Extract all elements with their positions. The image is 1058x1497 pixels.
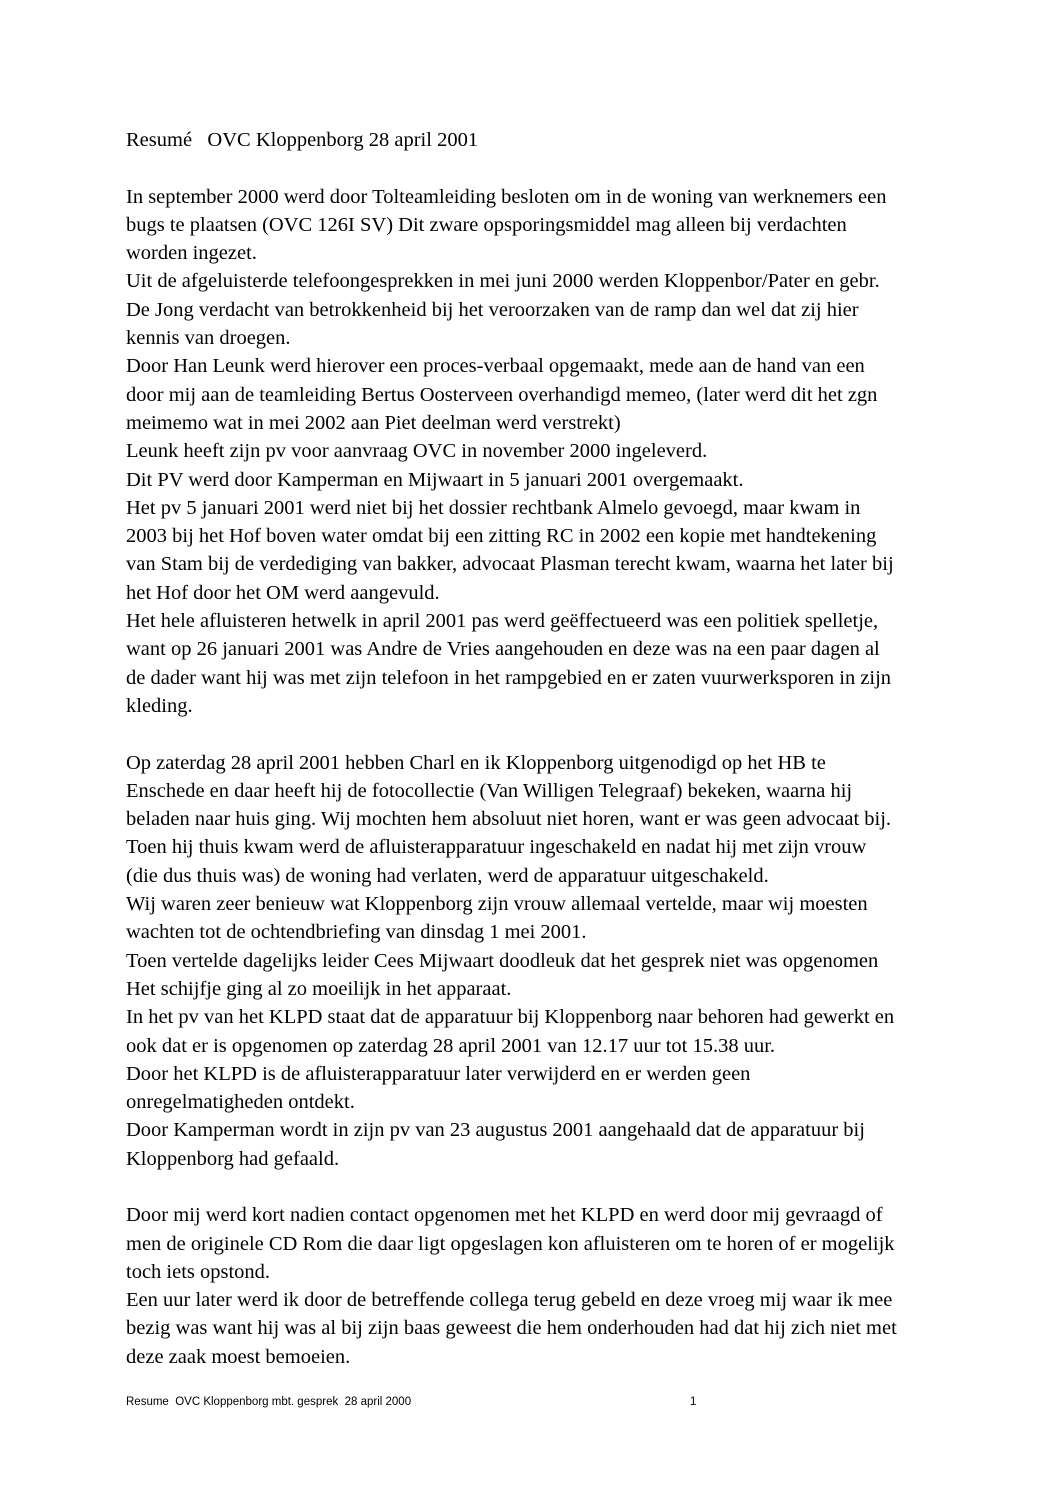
text-line: meimemo wat in mei 2002 aan Piet deelman werd verstrekt) bbox=[126, 411, 621, 434]
document-body bbox=[126, 126, 946, 1371]
page-footer: Resume OVC Kloppenborg mbt. gesprek 28 april 2000 bbox=[126, 1396, 412, 1408]
text-line: Kloppenborg had gefaald. bbox=[126, 1147, 340, 1170]
text-line: Enschede en daar heeft hij de fotocollectie (Van Willigen Telegraaf) bekeken, waarna hij bbox=[126, 779, 853, 802]
text-line: door mij aan de teamleiding Bertus Oosterveen overhandigd memeo, (later werd dit het zgn bbox=[126, 383, 878, 406]
text-line: Uit de afgeluisterde telefoongesprekken in mei juni 2000 werden Kloppenbor/Pater en gebr. bbox=[126, 270, 880, 293]
text-line: bugs te plaatsen (OVC 126I SV) Dit zware opsporingsmiddel mag alleen bij verdachten bbox=[126, 213, 847, 236]
text-line: worden ingezet. bbox=[126, 242, 257, 265]
text-line: bezig was want hij was al bij zijn baas geweest die hem onderhouden had dat hij zich niet met bbox=[126, 1317, 897, 1340]
text-line: van Stam bij de verdediging van bakker, advocaat Plasman terecht kwam, waarna het later bij bbox=[126, 553, 894, 576]
text-line: Op zaterdag 28 april 2001 hebben Charl en ik Kloppenborg uitgenodigd op het HB te bbox=[126, 751, 826, 774]
text-line: (die dus thuis was) de woning had verlaten, werd de apparatuur uitgeschakeld. bbox=[126, 864, 769, 887]
text-line: beladen naar huis ging. Wij mochten hem absoluut niet horen, want er was geen advocaat bij. bbox=[126, 808, 892, 831]
text-line: Door Kamperman wordt in zijn pv van 23 augustus 2001 aangehaald dat de apparatuur bij bbox=[126, 1119, 865, 1142]
text-line: In september 2000 werd door Tolteamleiding besloten om in de woning van werknemers een bbox=[126, 185, 887, 208]
text-line: Door mij werd kort nadien contact opgenomen met het KLPD en werd door mij gevraagd of bbox=[126, 1204, 883, 1227]
text-line: Door Han Leunk werd hierover een proces-verbaal opgemaakt, mede aan de hand van een bbox=[126, 355, 865, 378]
text-line: 2003 bij het Hof boven water omdat bij een zitting RC in 2002 een kopie met handtekening bbox=[126, 525, 877, 548]
text-line: de dader want hij was met zijn telefoon in het rampgebied en er zaten vuurwerksporen in zijn bbox=[126, 666, 892, 689]
text-line: De Jong verdacht van betrokkenheid bij het veroorzaken van de ramp dan wel dat zij hier bbox=[126, 298, 859, 321]
paragraph-1 bbox=[126, 183, 946, 721]
text-line: Het hele afluisteren hetwelk in april 2001 pas werd geëffectueerd was een politiek spelletje, bbox=[126, 610, 879, 633]
text-line: toch iets opstond. bbox=[126, 1260, 271, 1283]
text-line: kleding. bbox=[126, 694, 193, 717]
document-title: Resumé OVC Kloppenborg 28 april 2001 bbox=[126, 129, 479, 151]
text-line: Een uur later werd ik door de betreffende collega terug gebeld en deze vroeg mij waar ik mee bbox=[126, 1289, 893, 1312]
text-line: Toen hij thuis kwam werd de afluisterapparatuur ingeschakeld en nadat hij met zijn vrouw bbox=[126, 836, 867, 859]
text-line: Door het KLPD is de afluisterapparatuur later verwijderd en er werden geen bbox=[126, 1062, 751, 1085]
text-line: wachten tot de ochtendbriefing van dinsdag 1 mei 2001. bbox=[126, 921, 587, 944]
text-line: Wij waren zeer benieuw wat Kloppenborg zijn vrouw allemaal vertelde, maar wij moesten bbox=[126, 893, 868, 916]
text-line: onregelmatigheden ontdekt. bbox=[126, 1091, 355, 1114]
paragraph-2 bbox=[126, 749, 946, 1173]
paragraph-spacer bbox=[126, 154, 946, 182]
text-line: Toen vertelde dagelijks leider Cees Mijwaart doodleuk dat het gesprek niet was opgenomen bbox=[126, 949, 879, 972]
text-line: ook dat er is opgenomen op zaterdag 28 april 2001 van 12.17 uur tot 15.38 uur. bbox=[126, 1034, 776, 1057]
text-line: Dit PV werd door Kamperman en Mijwaart in 5 januari 2001 overgemaakt. bbox=[126, 468, 744, 491]
text-line: Leunk heeft zijn pv voor aanvraag OVC in november 2000 ingeleverd. bbox=[126, 440, 708, 463]
text-line: deze zaak moest bemoeien. bbox=[126, 1345, 351, 1368]
text-line: kennis van droegen. bbox=[126, 327, 291, 350]
text-line: men de originele CD Rom die daar ligt opgeslagen kon afluisteren om te horen of er mogelijk bbox=[126, 1232, 895, 1255]
page-number: 1 bbox=[690, 1396, 697, 1408]
text-line: Het schijfje ging al zo moeilijk in het apparaat. bbox=[126, 977, 512, 1000]
text-line: want op 26 januari 2001 was Andre de Vries aangehouden en deze was na een paar dagen al bbox=[126, 638, 880, 661]
paragraph-spacer bbox=[126, 1173, 946, 1201]
text-line: het Hof door het OM werd aangevuld. bbox=[126, 581, 440, 604]
text-line: Het pv 5 januari 2001 werd niet bij het dossier rechtbank Almelo gevoegd, maar kwam in bbox=[126, 496, 861, 519]
text-line: In het pv van het KLPD staat dat de apparatuur bij Kloppenborg naar behoren had gewerkt en bbox=[126, 1006, 895, 1029]
paragraph-3 bbox=[126, 1201, 946, 1371]
paragraph-spacer bbox=[126, 720, 946, 748]
